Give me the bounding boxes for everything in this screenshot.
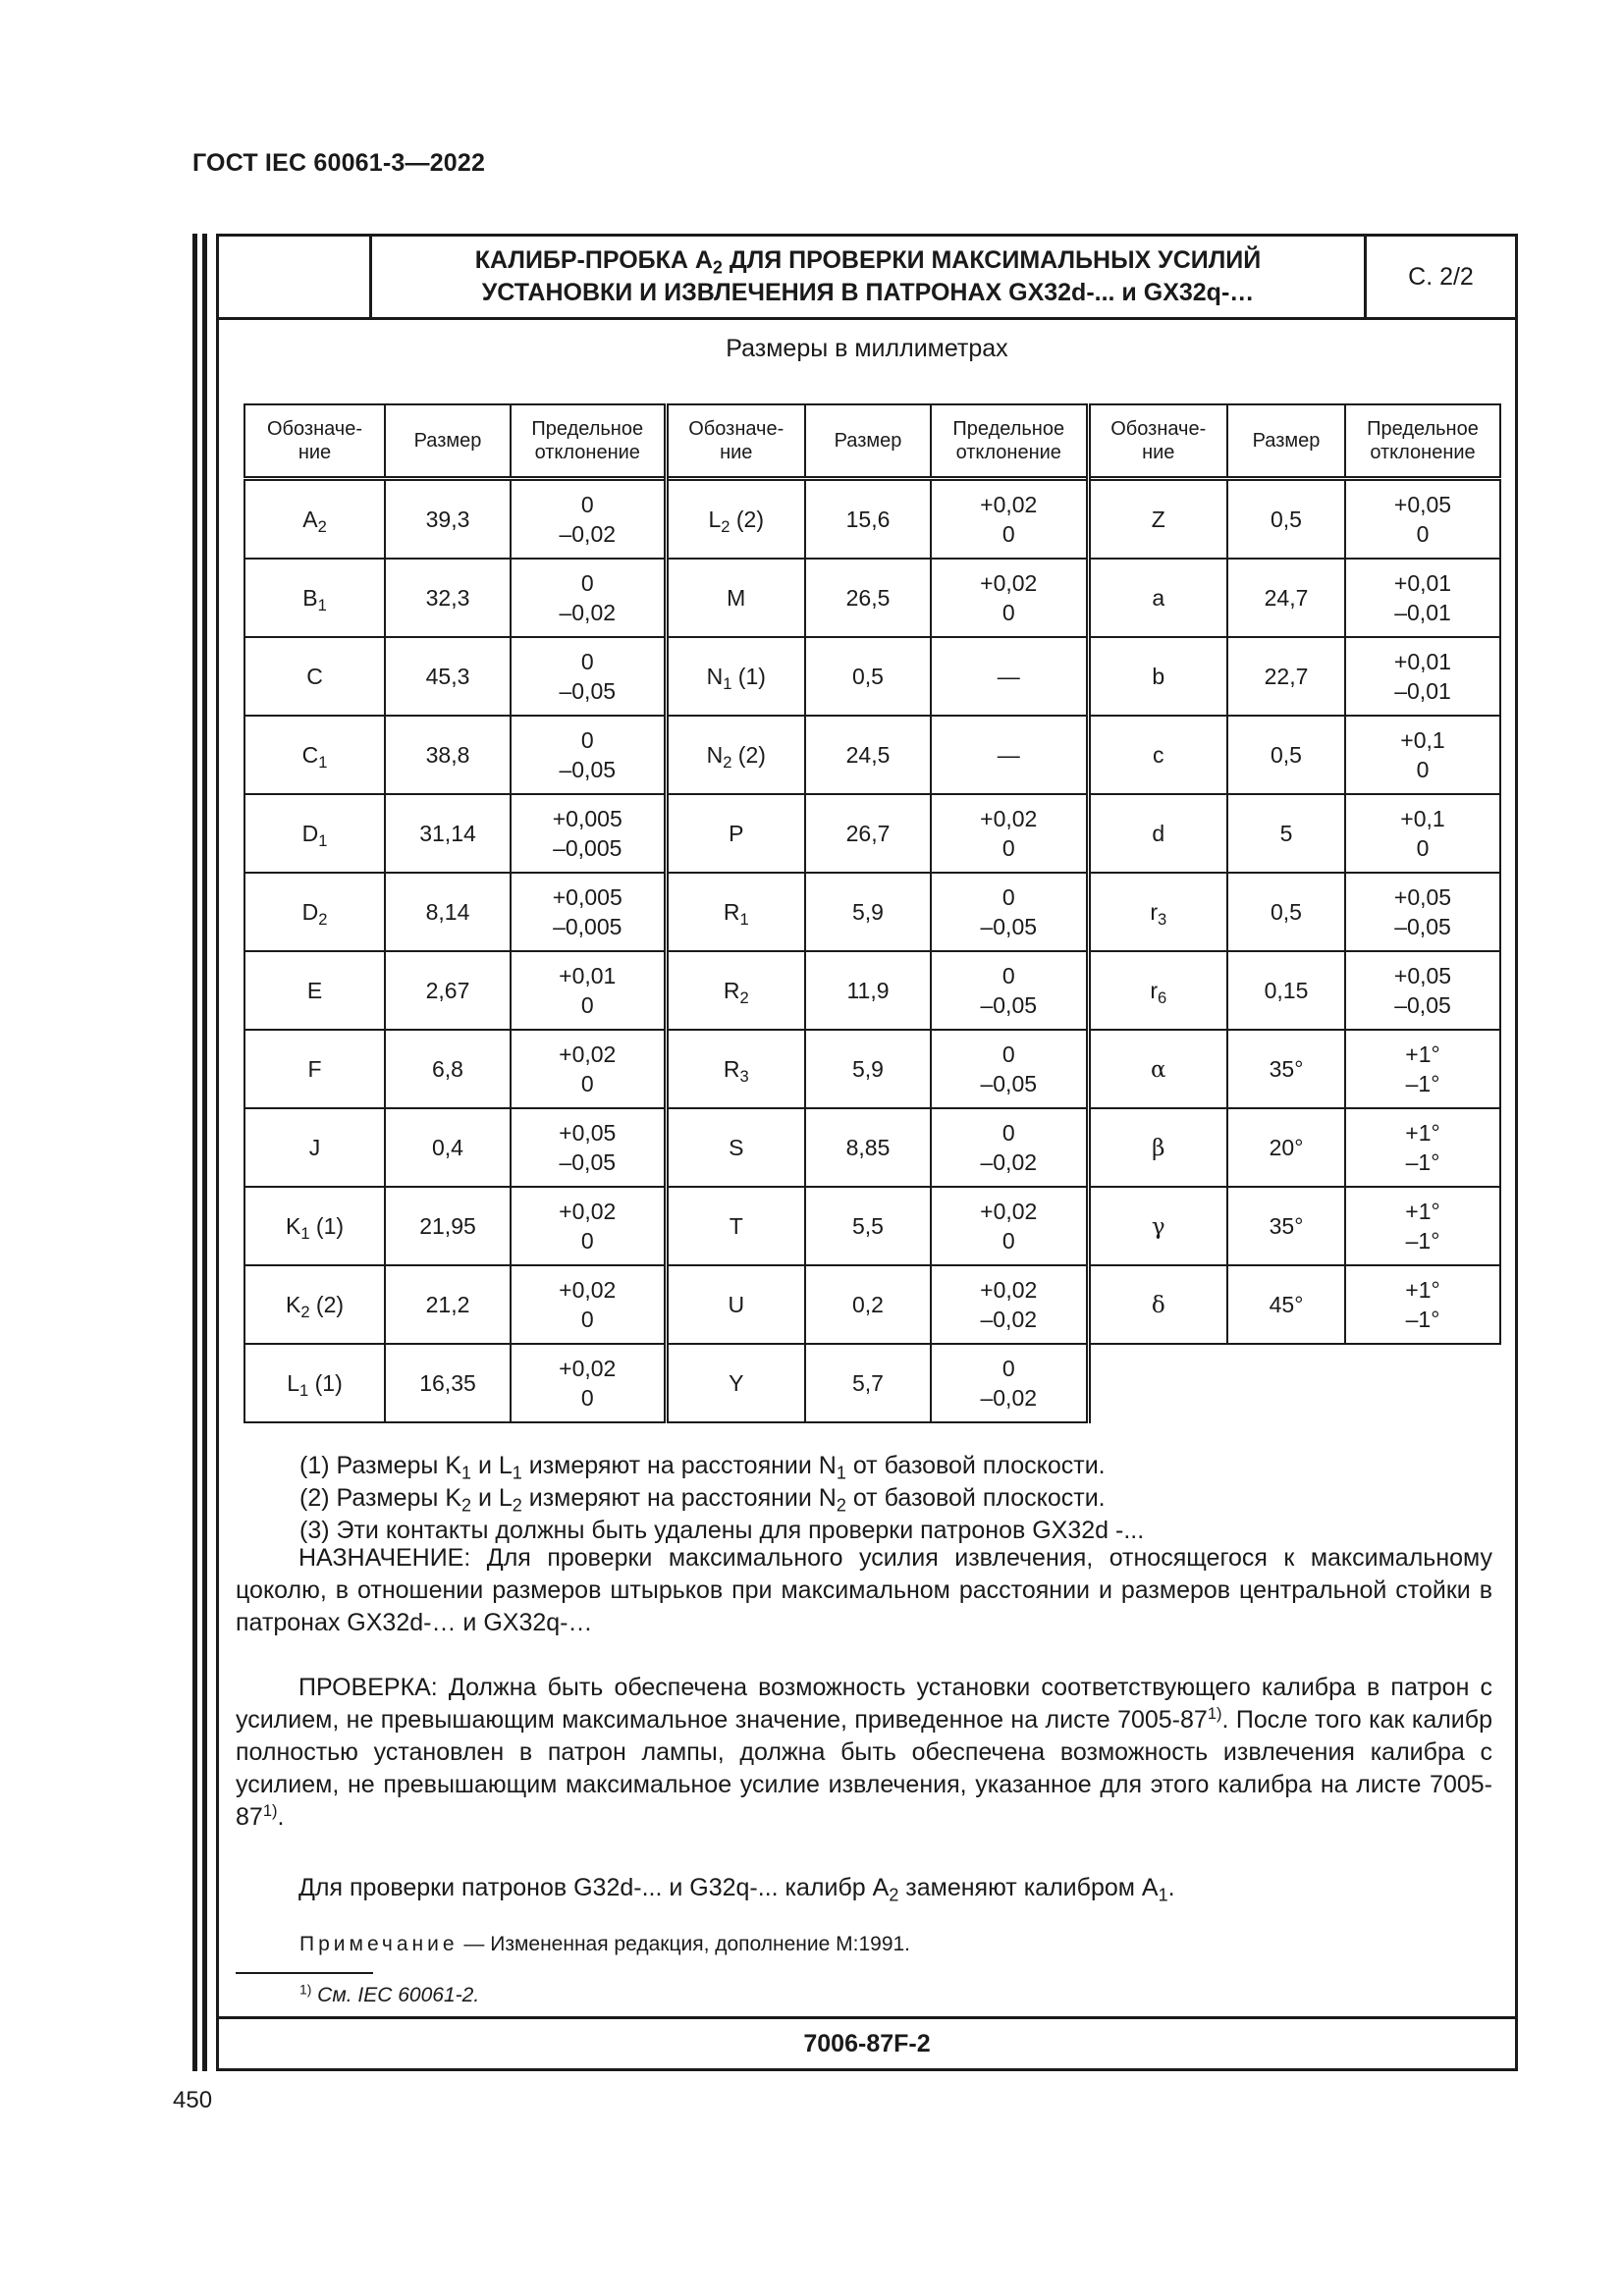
cell-size: 24,5 [805, 716, 931, 794]
cell-designation: S [666, 1108, 805, 1187]
cell-deviation: +0,02 –0,02 [931, 1265, 1088, 1344]
cell-deviation: +0,02 0 [931, 559, 1088, 637]
cell-designation: T [666, 1187, 805, 1265]
cell-deviation: 0 –0,05 [931, 1030, 1088, 1108]
cell-designation: γ [1088, 1187, 1227, 1265]
title-line-1: КАЛИБР-ПРОБКА $А_2$ ДЛЯ ПРОВЕРКИ МАКСИМАЛЬНЫХ УСИЛИЙ [474, 246, 1262, 278]
cell-size: 26,7 [805, 794, 931, 873]
sheet-page-indicator: С. 2/2 [1364, 237, 1515, 317]
cell-size: 15,6 [805, 479, 931, 560]
note-primechanie: Примечание — Измененная редакция, дополнение М:1991. [299, 1933, 911, 1955]
header-designation: Обозначе- ние [244, 404, 385, 479]
cell-deviation: 0 –0,02 [931, 1344, 1088, 1422]
table-row [244, 716, 1500, 794]
cell-designation: $r_6$ [1088, 951, 1227, 1030]
cell-size: 38,8 [385, 716, 511, 794]
cell-designation: $N_2$ (2) [666, 716, 805, 794]
cell-size: 35° [1227, 1187, 1345, 1265]
cell-deviation: +1° –1° [1345, 1187, 1500, 1265]
cell-deviation: — [931, 716, 1088, 794]
table-row [244, 637, 1500, 716]
page-number: 450 [173, 2087, 213, 2113]
table-row [244, 1108, 1500, 1187]
cell-deviation: +0,02 0 [931, 794, 1088, 873]
table-row [244, 479, 1500, 560]
cell-designation: α [1088, 1030, 1227, 1108]
cell-size: 45,3 [385, 637, 511, 716]
table-row [244, 951, 1500, 1030]
cell-deviation: 0 –0,05 [511, 716, 666, 794]
cell-size: 26,5 [805, 559, 931, 637]
note-3: (3) Эти контакты должны быть удалены для проверки патронов GX32d -... [299, 1517, 1145, 1544]
sheet-title [372, 237, 1364, 317]
cell-size: 16,35 [385, 1344, 511, 1422]
cell-designation: $L_2$ (2) [666, 479, 805, 560]
cell-size: 0,5 [1227, 716, 1345, 794]
cell-designation: P [666, 794, 805, 873]
header-deviation: Предельное отклонение [511, 404, 666, 479]
cell-deviation: +0,02 0 [511, 1187, 666, 1265]
cell-designation: Y [666, 1344, 805, 1422]
cell-deviation: +0,02 0 [931, 1187, 1088, 1265]
cell-deviation: +0,05 –0,05 [511, 1108, 666, 1187]
cell-size: 0,5 [1227, 873, 1345, 951]
cell-designation: Z [1088, 479, 1227, 560]
cell-deviation: +0,02 0 [511, 1265, 666, 1344]
table-header-row [244, 404, 1500, 479]
cell-designation: E [244, 951, 385, 1030]
table-row [244, 1187, 1500, 1265]
cell-deviation: +0,05 –0,05 [1345, 873, 1500, 951]
cell-designation: $R_3$ [666, 1030, 805, 1108]
cell-designation: $R_2$ [666, 951, 805, 1030]
cell-size: 5,7 [805, 1344, 931, 1422]
cell-size: 0,15 [1227, 951, 1345, 1030]
header-designation: Обозначе- ние [666, 404, 805, 479]
cell-designation: d [1088, 794, 1227, 873]
cell-designation: $L_1$ (1) [244, 1344, 385, 1422]
empty-cell [1088, 1344, 1227, 1422]
header-size: Размер [1227, 404, 1345, 479]
title-left-cell [219, 237, 372, 317]
cell-size: 5,9 [805, 873, 931, 951]
header-size: Размер [385, 404, 511, 479]
cell-size: 35° [1227, 1030, 1345, 1108]
cell-deviation: +0,05 0 [1345, 479, 1500, 560]
cell-designation: U [666, 1265, 805, 1344]
cell-designation: F [244, 1030, 385, 1108]
cell-deviation: +0,01 –0,01 [1345, 559, 1500, 637]
cell-size: 45° [1227, 1265, 1345, 1344]
table-row [244, 559, 1500, 637]
cell-size: 11,9 [805, 951, 931, 1030]
cell-size: 0,5 [805, 637, 931, 716]
cell-designation: $N_1$ (1) [666, 637, 805, 716]
check-paragraph: ПРОВЕРКА: Должна быть обеспечена возможность установки соответствующего калибра в патрон с усилием, не превышающим максимальное значение, приведенное на листе 7005-87$^{1)}$. После того как калибр полностью установлен в патрон лампы, должна быть обеспечена возможность извлечения калибра с усилием, не превышающим максимальное усилие извлечения, указанное для этого калибра на листе 7005-87$^{1)}$. [236, 1674, 1492, 1831]
cell-size: 0,4 [385, 1108, 511, 1187]
sheet-frame [216, 234, 1518, 2071]
cell-designation: b [1088, 637, 1227, 716]
cell-designation: $K_1$ (1) [244, 1187, 385, 1265]
table-row [244, 1344, 1500, 1422]
cell-size: 5,5 [805, 1187, 931, 1265]
cell-size: 32,3 [385, 559, 511, 637]
table-notes [299, 1450, 1144, 1547]
cell-designation: C [244, 637, 385, 716]
cell-size: 8,85 [805, 1108, 931, 1187]
cell-deviation: +1° –1° [1345, 1030, 1500, 1108]
cell-deviation: +1° –1° [1345, 1108, 1500, 1187]
header-deviation: Предельное отклонение [1345, 404, 1500, 479]
table-row [244, 1030, 1500, 1108]
table-row [244, 873, 1500, 951]
units-label: Размеры в миллиметрах [726, 335, 1008, 362]
cell-designation: β [1088, 1108, 1227, 1187]
cell-size: 5 [1227, 794, 1345, 873]
cell-designation: $K_2$ (2) [244, 1265, 385, 1344]
cell-designation: $D_2$ [244, 873, 385, 951]
empty-cell [1227, 1344, 1345, 1422]
cell-designation: M [666, 559, 805, 637]
cell-deviation: — [931, 637, 1088, 716]
cell-size: 5,9 [805, 1030, 931, 1108]
cell-deviation: +0,01 –0,01 [1345, 637, 1500, 716]
cell-designation: $r_3$ [1088, 873, 1227, 951]
cell-deviation: 0 –0,05 [511, 637, 666, 716]
header-designation: Обозначе- ние [1088, 404, 1227, 479]
cell-size: 0,5 [1227, 479, 1345, 560]
cell-designation: J [244, 1108, 385, 1187]
cell-deviation: 0 –0,02 [511, 559, 666, 637]
header-deviation: Предельное отклонение [931, 404, 1088, 479]
cell-designation: c [1088, 716, 1227, 794]
cell-deviation: +0,1 0 [1345, 716, 1500, 794]
margin-rule [192, 234, 197, 2071]
cell-deviation: +0,02 0 [511, 1030, 666, 1108]
cell-designation: $A_2$ [244, 479, 385, 560]
cell-size: 24,7 [1227, 559, 1345, 637]
title-block [219, 237, 1515, 320]
cell-deviation: +0,02 0 [511, 1344, 666, 1422]
cell-size: 39,3 [385, 479, 511, 560]
cell-deviation: +0,1 0 [1345, 794, 1500, 873]
cell-size: 8,14 [385, 873, 511, 951]
footnote-rule [236, 1972, 373, 1974]
replacement-paragraph: Для проверки патронов G32d-... и G32q-... калибр $A_2$ заменяют калибром $A_1$. [298, 1874, 1175, 1905]
cell-designation: $D_1$ [244, 794, 385, 873]
purpose-paragraph: НАЗНАЧЕНИЕ: Для проверки максимального усилия извлечения, относящегося к максимальному цоколю, в отношении размеров штырьков при максимальном расстоянии и размеров центральной стойки в патронах GX32d-… и GX32q-… [236, 1544, 1492, 1636]
cell-size: 20° [1227, 1108, 1345, 1187]
cell-designation: δ [1088, 1265, 1227, 1344]
cell-designation: $C_1$ [244, 716, 385, 794]
cell-size: 0,2 [805, 1265, 931, 1344]
cell-deviation: +0,005 –0,005 [511, 873, 666, 951]
cell-deviation: +0,01 0 [511, 951, 666, 1030]
note-2: (2) Размеры $K_2$ и $L_2$ измеряют на расстоянии $N_2$ от базовой плоскости. [299, 1484, 1106, 1516]
cell-size: 31,14 [385, 794, 511, 873]
cell-designation: $B_1$ [244, 559, 385, 637]
sheet-code: 7006-87F-2 [219, 2016, 1515, 2068]
cell-deviation: +0,05 –0,05 [1345, 951, 1500, 1030]
table-row [244, 1265, 1500, 1344]
cell-designation: $R_1$ [666, 873, 805, 951]
cell-size: 6,8 [385, 1030, 511, 1108]
cell-designation: a [1088, 559, 1227, 637]
header-size: Размер [805, 404, 931, 479]
dimensions-table [243, 403, 1501, 1423]
title-line-2: УСТАНОВКИ И ИЗВЛЕЧЕНИЯ В ПАТРОНАХ GX32d-... и GX32q-… [481, 279, 1255, 306]
table-row [244, 794, 1500, 873]
note-1: (1) Размеры $K_1$ и $L_1$ измеряют на расстоянии $N_1$ от базовой плоскости. [299, 1452, 1106, 1483]
margin-rule [202, 234, 207, 2071]
cell-deviation: 0 –0,02 [931, 1108, 1088, 1187]
cell-deviation: 0 –0,02 [511, 479, 666, 560]
cell-size: 21,95 [385, 1187, 511, 1265]
cell-deviation: +0,02 0 [931, 479, 1088, 560]
cell-size: 22,7 [1227, 637, 1345, 716]
document-header: ГОСТ IEC 60061-3—2022 [192, 149, 486, 177]
cell-deviation: +1° –1° [1345, 1265, 1500, 1344]
cell-deviation: 0 –0,05 [931, 873, 1088, 951]
cell-size: 2,67 [385, 951, 511, 1030]
cell-deviation: +0,005 –0,005 [511, 794, 666, 873]
empty-cell [1345, 1344, 1500, 1422]
footnote: $^{1)}$ См. IEC 60061-2. [299, 1981, 480, 2006]
cell-size: 21,2 [385, 1265, 511, 1344]
cell-deviation: 0 –0,05 [931, 951, 1088, 1030]
